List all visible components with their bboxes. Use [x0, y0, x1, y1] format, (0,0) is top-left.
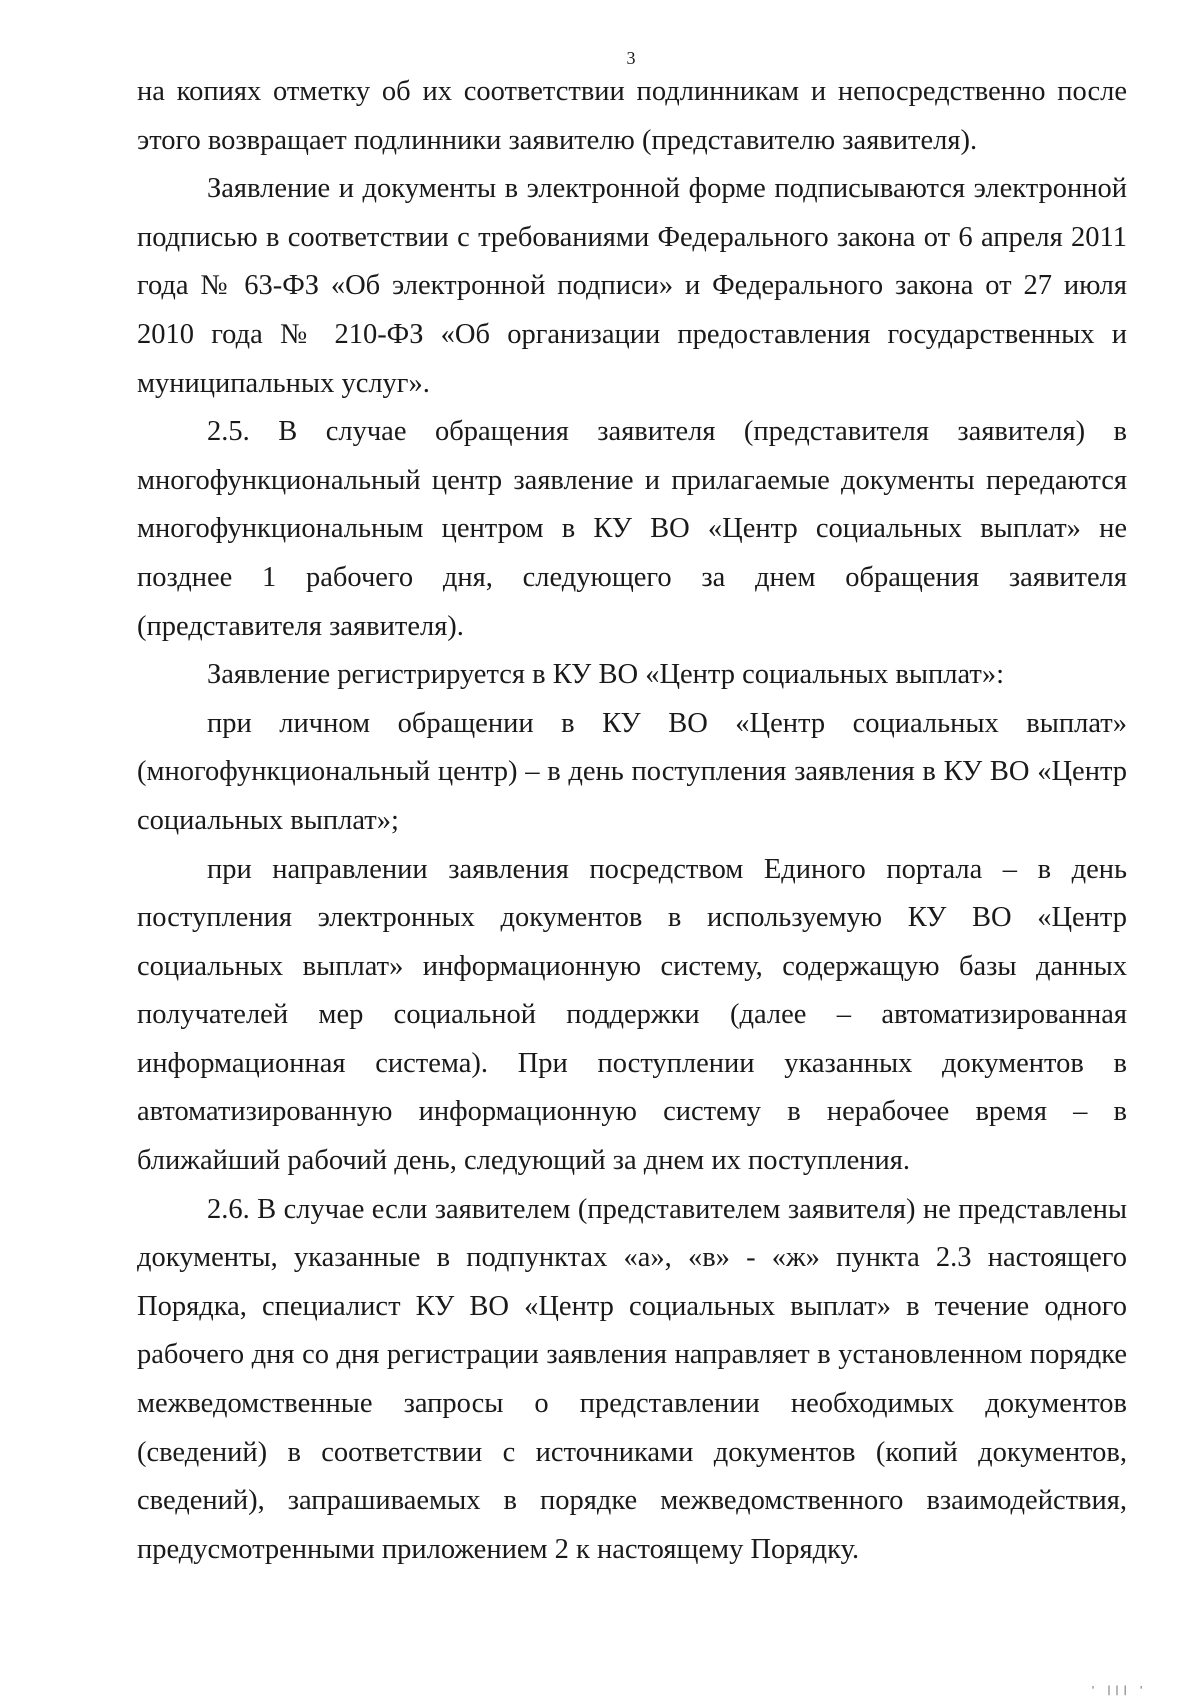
paragraph-electronic-signature: Заявление и документы в электронной форме подписываются электронной подписью в соответствии с требованиями Федерального закона от 6 апреля 2011 года № 63-ФЗ «Об электронной подписи» и Федерального закона от 27 июля 2010 года № 210-ФЗ «Об организации предоставления государственных и муниципальных услуг». — [137, 173, 1127, 399]
paragraph-personal-visit: при личном обращении в КУ ВО «Центр социальных выплат» (многофункциональный центр) – в день поступления заявления в КУ ВО «Центр социальных выплат»; — [137, 707, 1127, 836]
paragraph-unified-portal: при направлении заявления посредством Единого портала – в день поступления электронных документов в используемую КУ ВО «Центр социальных выплат» информационную систему, содержащую базы данных получателей мер социальной поддержки (далее – автоматизированная информационная система). При поступлении указанных документов в автоматизированную информационную систему в нерабочее время – в ближайший рабочий день, следующий за днем их поступления. — [137, 853, 1127, 1177]
document-body — [137, 68, 1127, 1574]
paragraph-continuation: на копиях отметку об их соответствии подлинникам и непосредственно после этого возвращает подлинники заявителю (представителю заявителя). — [137, 76, 1127, 156]
scan-artifact: ' ||| ' — [1090, 1685, 1147, 1696]
paragraph-2-5: 2.5. В случае обращения заявителя (представителя заявителя) в многофункциональный центр заявление и прилагаемые документы передаются многофункциональным центром в КУ ВО «Центр социальных выплат» не позднее 1 рабочего дня, следующего за днем обращения заявителя (представителя заявителя). — [137, 416, 1127, 642]
paragraph-registration-intro: Заявление регистрируется в КУ ВО «Центр социальных выплат»: — [207, 659, 1005, 691]
page-number: 3 — [626, 48, 636, 68]
paragraph-2-6: 2.6. В случае если заявителем (представителем заявителя) не представлены документы, указанные в подпунктах «а», «в» - «ж» пункта 2.3 настоящего Порядка, специалист КУ ВО «Центр социальных выплат» в течение одного рабочего дня со дня регистрации заявления направляет в установленном порядке межведомственные запросы о представлении необходимых документов (сведений) в соответствии с источниками документов (копий документов, сведений), запрашиваемых в порядке межведомственного взаимодействия, предусмотренными приложением 2 к настоящему Порядку. — [137, 1193, 1127, 1565]
